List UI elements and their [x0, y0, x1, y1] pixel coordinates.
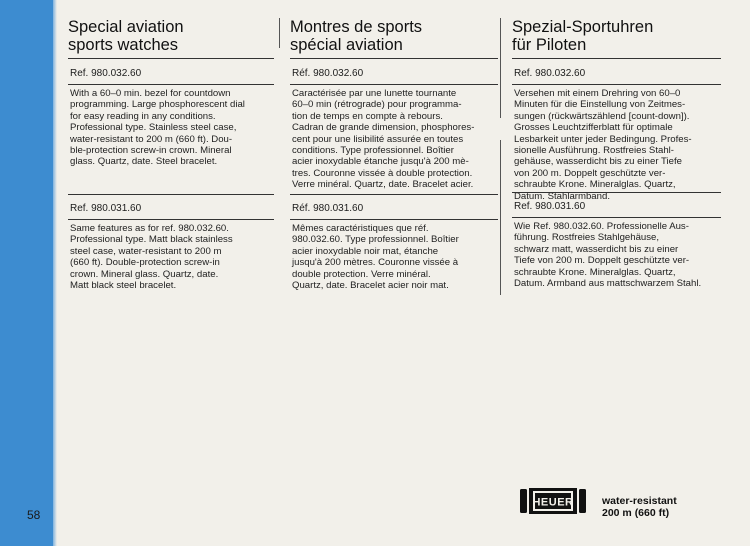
heading-line-1: Spezial-Sportuhren [512, 18, 654, 36]
section-rule [512, 192, 721, 193]
product-entry [68, 194, 268, 291]
column-divider [500, 140, 501, 295]
heading-line-2: spécial aviation [290, 36, 403, 54]
reference-number: Ref. 980.031.60 [512, 201, 721, 218]
reference-number: Ref. 980.032.60 [512, 68, 721, 85]
product-entry [290, 68, 492, 191]
reference-number: Réf. 980.031.60 [290, 203, 498, 220]
page-number: 58 [27, 508, 41, 522]
section-rule [290, 194, 498, 195]
reference-number: Réf. 980.032.60 [290, 68, 498, 85]
product-entry [512, 192, 715, 289]
column-german [512, 14, 715, 290]
heuer-logo [520, 486, 586, 516]
water-resistance-line-1: water-resistant [602, 495, 677, 507]
column-divider [279, 18, 280, 48]
water-resistance-line-2: 200 m (660 ft) [602, 507, 670, 519]
blue-margin-edge [53, 0, 57, 546]
column-heading [290, 14, 492, 54]
product-description: Wie Ref. 980.032.60. Professionelle Aus- führung. Rostfreies Stahlgehäuse, schwarz matt, wasserdicht bis zu einer Tiefe von 200 m. Doppelt geschützte ver- schraubte Krone. Mineralglas. Quartz, Datum. Armband aus mattschwarzem Stahl. [514, 221, 702, 290]
heading-line-2: für Piloten [512, 36, 587, 54]
product-entry [512, 68, 715, 202]
heading-rule [68, 58, 274, 59]
product-description: Versehen mit einem Drehring von 60–0 Minuten für die Einstellung von Zeitmes- sungen (rückwärtszählend [count-down]). Grosses Leuchtzifferblatt für optimale Lesbarkeit unter jeder Bedingung. Profes- sionelle Ausführung. Rostfreies Stahl- gehäuse, wasserdicht bis zu einer Tiefe von 200 m. Doppelt geschützte ver- schraubte Krone. Mineralglas. Quartz, Datum. Stahlarmband. [514, 88, 692, 202]
column-english [68, 14, 268, 292]
logo-wordmark: HEUER [532, 496, 574, 509]
heading-rule [512, 58, 721, 59]
heading-line-1: Special aviation [68, 18, 184, 36]
reference-number: Ref. 980.032.60 [68, 68, 274, 85]
product-entry [290, 194, 492, 291]
heading-rule [290, 58, 498, 59]
reference-number: Ref. 980.031.60 [68, 203, 274, 220]
heading-line-2: sports watches [68, 36, 179, 54]
water-resistance-note [602, 495, 677, 519]
section-rule [68, 194, 274, 195]
column-french [290, 14, 492, 292]
product-description: Same features as for ref. 980.032.60. Professional type. Matt black stainless steel case, water-resistant to 200 m (660 ft). Double-protection screw-in crown. Mineral glass. Quartz, date. Matt black steel bracelet. [70, 223, 233, 292]
blue-margin-band [0, 0, 53, 546]
product-entry [68, 68, 268, 168]
product-description: With a 60–0 min. bezel for countdown programming. Large phosphorescent dial for easy reading in any conditions. Professional type. Stainless steel case, water-resistant to 200 m (660 ft). Dou- ble-protection screw-in crown. Mineral glass. Quartz, date. Steel bracelet. [70, 88, 245, 168]
product-description: Caractérisée par une lunette tournante 60–0 min (rétrograde) pour programma- tion de temps en compte à rebours. Cadran de grande dimension, phosphores- cent pour une lisibilité assurée en toutes conditions. Type professionnel. Boîtier acier inoxydable étanche jusqu'à 200 mè- tres. Couronne vissée à double protection. Verre minéral. Quartz, date. Bracelet acier. [292, 88, 475, 191]
heading-line-1: Montres de sports [290, 18, 423, 36]
column-divider [500, 18, 501, 118]
product-description: Mêmes caractéristiques que réf. 980.032.60. Type professionnel. Boîtier acier inoxydable noir mat, étanche jusqu'à 200 mètres. Couronne vissée à double protection. Verre minéral. Quartz, date. Bracelet acier noir mat. [292, 223, 459, 292]
column-heading [68, 14, 268, 54]
column-heading [512, 14, 715, 54]
